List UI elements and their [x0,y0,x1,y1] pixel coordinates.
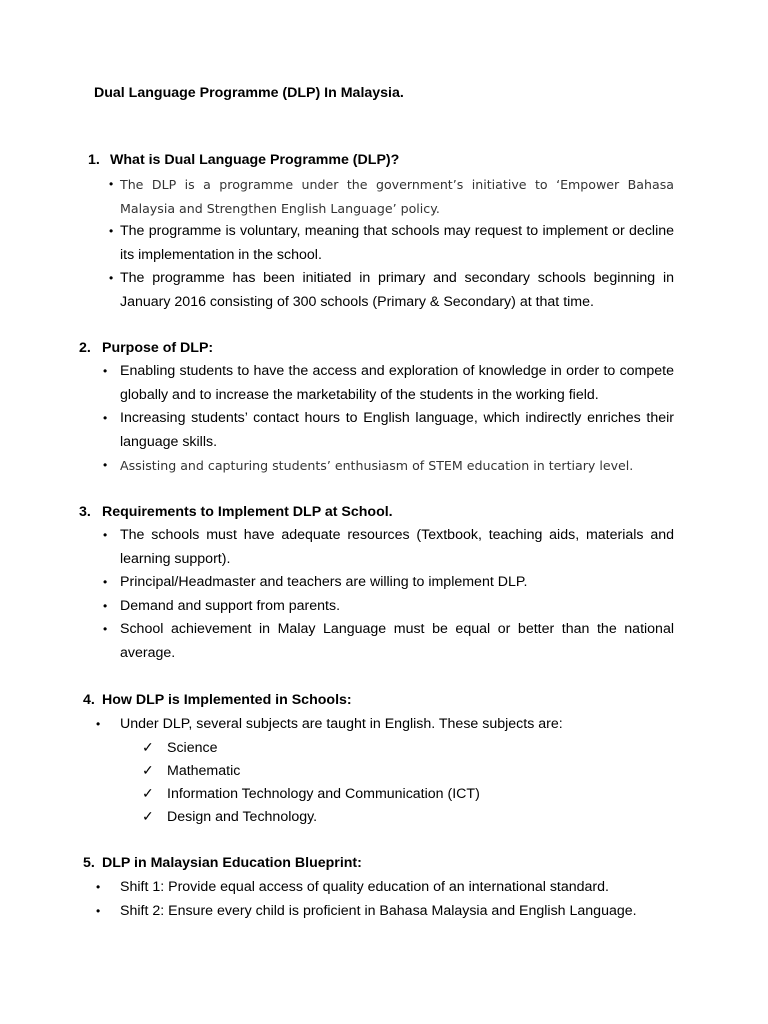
bullet-list [0,524,768,665]
section-number: 2. [79,340,91,356]
bullet-icon: • [109,224,114,238]
list-item [96,900,674,924]
bullet-icon: • [103,411,108,425]
checklist-item-text: Design and Technology. [167,809,318,826]
list-item-text: Assisting and capturing students’ enthusiasm of STEM education in tertiary level. [120,458,634,473]
checklist-item-text: Information Technology and Communication (ICT) [167,786,480,803]
bullet-list [0,876,768,923]
list-item [103,454,674,478]
list-item-text: Principal/Headmaster and teachers are willing to implement DLP. [120,574,528,590]
list-item [96,713,674,737]
list-item-text: The DLP is a programme under the government’s initiative to ‘Empower Bahasa Malaysia and Strengthen English Language’ policy. [120,177,674,216]
section-title: What is Dual Language Programme (DLP)? [110,152,400,168]
section-title: Purpose of DLP: [102,340,214,356]
checklist-item [0,783,768,806]
list-item-text: Increasing students’ contact hours to English language, which indirectly enriches their language skills. [120,410,674,450]
bullet-icon: • [103,364,108,378]
list-item [103,407,674,454]
section-number: 4. [83,692,95,708]
bullet-icon: • [103,458,108,472]
list-item-text: Demand and support from parents. [120,597,341,614]
bullet-icon: • [96,880,101,894]
section-heading [83,853,362,873]
bullet-list [0,173,768,314]
list-item-text: Shift 1: Provide equal access of quality education of an international standard. [120,879,609,895]
checkmark-icon: ✓ [142,762,154,779]
list-item-text: The programme is voluntary, meaning that schools may request to implement or decline its implementation in the school. [120,223,674,263]
bullet-icon: • [103,575,108,589]
list-item [103,595,674,619]
list-item [103,524,674,571]
bullet-icon: • [103,598,108,613]
bullet-icon: • [109,177,114,191]
section-heading [83,690,352,710]
section-heading [88,150,399,170]
bullet-list [0,360,768,478]
checkmark-icon: ✓ [142,739,154,756]
checklist-item [0,806,768,829]
list-item-text: The schools must have adequate resources (Textbook, teaching aids, materials and learning support). [120,527,674,567]
checklist-item-text: Science [167,739,218,756]
bullet-icon: • [103,528,108,542]
list-item [109,220,674,267]
list-item [96,876,674,900]
section-number: 3. [79,504,91,520]
list-item [103,571,674,595]
list-item-text: School achievement in Malay Language must be equal or better than the national average. [120,621,674,661]
list-item [109,173,674,220]
bullet-list [0,713,768,830]
section-title: Requirements to Implement DLP at School. [102,504,393,520]
section-title: DLP in Malaysian Education Blueprint: [102,855,362,871]
section-heading [79,338,213,358]
list-item-text: Under DLP, several subjects are taught in English. These subjects are: [120,716,563,732]
section-title: How DLP is Implemented in Schools: [102,692,352,708]
list-item [103,360,674,407]
bullet-icon: • [109,271,114,285]
section-number: 1. [88,152,100,168]
list-item [103,618,674,665]
checklist-item [0,760,768,783]
list-item [109,267,674,314]
checkmark-icon: ✓ [142,809,154,826]
checkmark-icon: ✓ [142,786,154,803]
list-item-text: Shift 2: Ensure every child is proficient in Bahasa Malaysia and English Language. [120,902,637,919]
section-number: 5. [83,855,95,871]
checklist-item [0,737,768,760]
document-title: Dual Language Programme (DLP) In Malaysia. [94,85,404,101]
list-item-text: Enabling students to have the access and exploration of knowledge in order to compete globally and to increase the marketability of the students in the working field. [120,363,674,403]
bullet-icon: • [96,903,101,918]
list-item-text: The programme has been initiated in primary and secondary schools beginning in January 2016 consisting of 300 schools (Primary & Secondary) at that time. [120,270,674,310]
bullet-icon: • [96,717,101,731]
bullet-icon: • [103,622,108,636]
section-heading [79,502,393,522]
checklist-item-text: Mathematic [167,762,241,779]
